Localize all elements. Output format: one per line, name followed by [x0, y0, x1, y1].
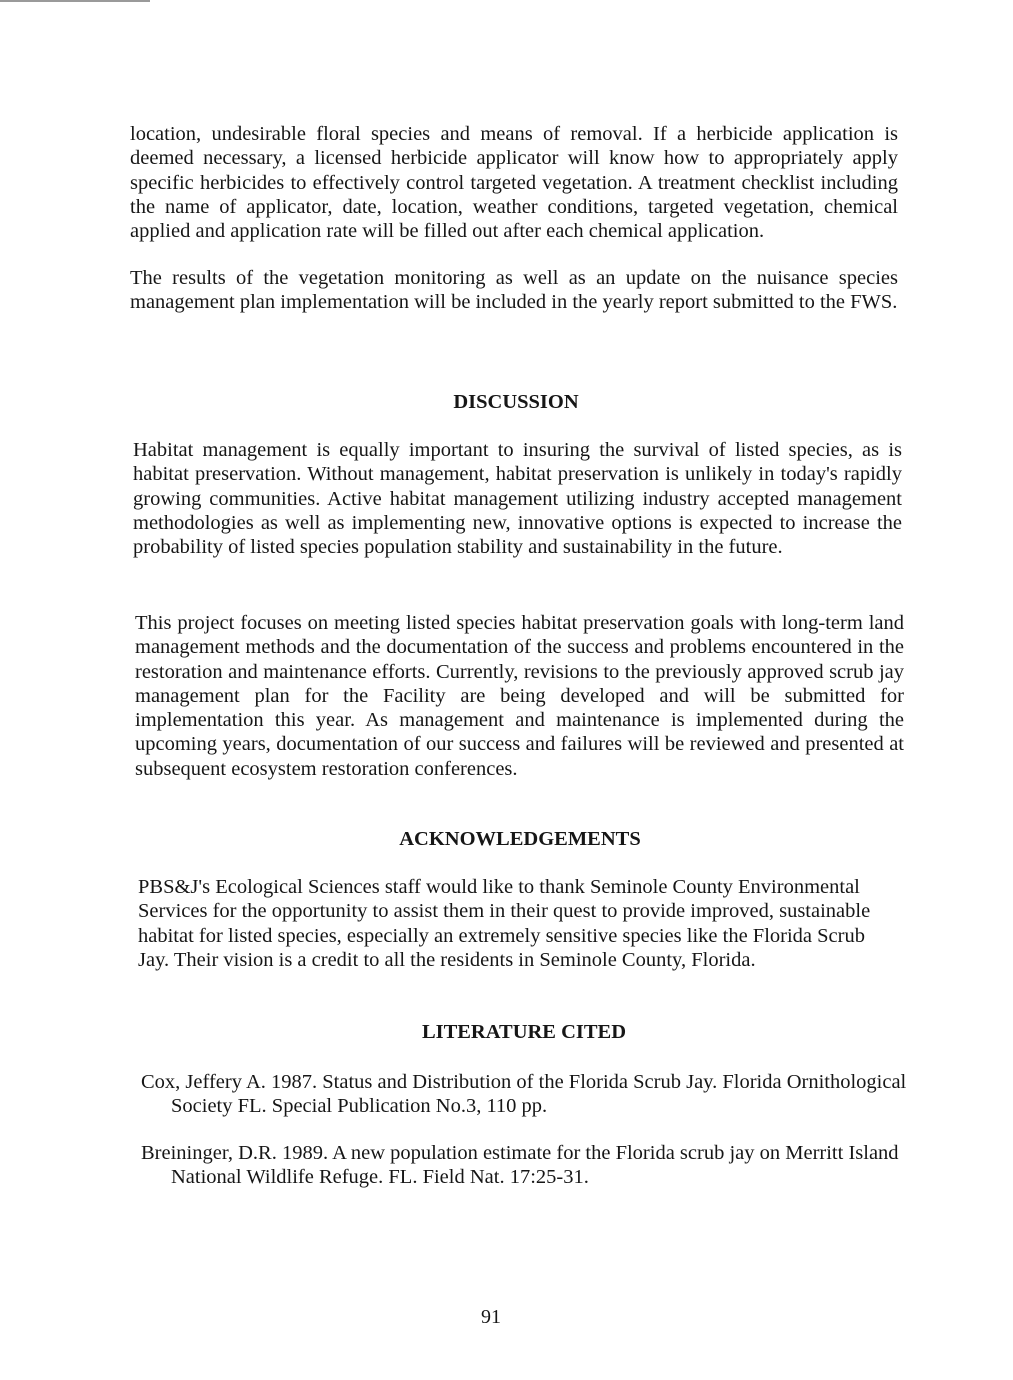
acknowledgements-paragraph: PBS&J's Ecological Sciences staff would like to thank Seminole County Environmental Services for the opportunity to assist them in their quest to provide improved, sustainable habitat for listed species, especially an extremely sensitive species like the Florida Scrub Jay. Their vision is a credit to all the residents in Seminole County, Florida. — [138, 876, 871, 971]
reference-cox-1987: Cox, Jeffery A. 1987. Status and Distribution of the Florida Scrub Jay. Florida Ornithological Society FL. Special Publication No.3, 110 pp. — [141, 1071, 907, 1118]
scan-edge-line — [0, 0, 150, 2]
paragraph-herbicide-application: location, undesirable floral species and means of removal. If a herbicide application is deemed necessary, a licensed herbicide applicator will know how to appropriately apply specific herbicides to effectively control targeted vegetation. A treatment checklist including the name of applicator, date, location, weather conditions, targeted vegetation, chemical applied and application rate will be filled out after each chemical application. — [130, 123, 898, 243]
paragraph-vegetation-monitoring: The results of the vegetation monitoring as well as an update on the nuisance species management plan implementation will be included in the yearly report submitted to the FWS. — [130, 267, 898, 314]
discussion-paragraph-project-focus: This project focuses on meeting listed species habitat preservation goals with long-term land management methods and the documentation of the success and problems encountered in the restoration and maintenance efforts. Currently, revisions to the previously approved scrub jay management plan for the Facility are being developed and will be submitted for implementation this year. As management and maintenance is implemented during the upcoming years, documentation of our success and failures will be reviewed and presented at subsequent ecosystem restoration conferences. — [135, 612, 904, 780]
acknowledgements-heading: ACKNOWLEDGEMENTS — [399, 828, 641, 850]
discussion-paragraph-habitat-management: Habitat management is equally important to insuring the survival of listed species, as is habitat preservation. Without management, habitat preservation is unlikely in today's rapidly growing communities. Active habitat management utilizing industry accepted management methodologies as well as implementing new, innovative options is expected to increase the probability of listed species population stability and sustainability in the future. — [133, 439, 902, 559]
discussion-heading: DISCUSSION — [453, 391, 579, 413]
page-number: 91 — [481, 1306, 501, 1328]
literature-cited-heading: LITERATURE CITED — [421, 1021, 627, 1043]
reference-breininger-1989: Breininger, D.R. 1989. A new population estimate for the Florida scrub jay on Merritt Island National Wildlife Refuge. FL. Field Nat. 17:25-31. — [141, 1142, 899, 1189]
